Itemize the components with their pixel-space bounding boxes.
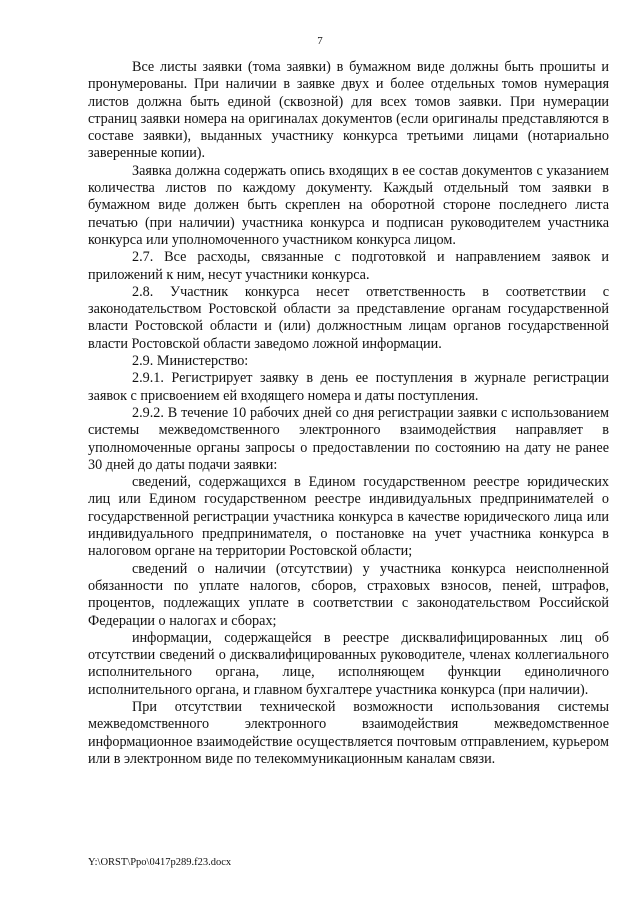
- paragraph-2-8: 2.8. Участник конкурса несет ответственность в соответствии с законодательством Ростовской области за представление органам государственной власти Ростовской области и (или) должностным лицам органов государственной власти Ростовской области заведомо ложной информации.: [88, 283, 609, 352]
- paragraph-egrul-info: сведений, содержащихся в Едином государственном реестре юридических лиц или Едином государственном реестре индивидуальных предпринимателей о государственной регистрации участника конкурса в качестве юридического лица или индивидуального предпринимателя, о постановке на учет участника конкурса в налоговом органе на территории Ростовской области;: [88, 474, 609, 560]
- paragraph-2-9-1: 2.9.1. Регистрирует заявку в день ее поступления в журнале регистрации заявок с присвоением ей входящего номера и даты поступления.: [88, 370, 609, 404]
- footer-file-path: Y:\ORST\Ppo\0417p289.f23.docx: [88, 857, 232, 868]
- paragraph-2-9-2: 2.9.2. В течение 10 рабочих дней со дня регистрации заявки с использованием системы межведомственного электронного взаимодействия направляет в уполномоченные органы запросы о предоставлении по состоянию на дату не ранее 30 дней до даты подачи заявки:: [88, 404, 609, 473]
- page-number: 7: [317, 35, 323, 47]
- paragraph-tax-info: сведений о наличии (отсутствии) у участника конкурса неисполненной обязанности по уплате налогов, сборов, страховых взносов, пеней, штрафов, процентов, подлежащих уплате в соответствии с законодательством Российской Федерации о налогах и сборах;: [88, 560, 609, 629]
- document-body: [88, 59, 609, 768]
- paragraph-disqualified-info: информации, содержащейся в реестре дисквалифицированных лиц об отсутствии сведений о дисквалифицированных руководителе, членах коллегиального исполнительного органа, лице, исполняющем функции единоличного исполнительного органа, и главном бухгалтере участника конкурса (при наличии).: [88, 629, 609, 698]
- paragraph-inventory-requirements: Заявка должна содержать опись входящих в ее состав документов с указанием количества листов по каждому документу. Каждый отдельный том заявки в бумажном виде должен быть скреплен на оборотной стороне последнего листа печатью (при наличии) участника конкурса и подписан руководителем участника конкурса или уполномоченного участником конкурса лицом.: [88, 162, 609, 248]
- paragraph-2-7: 2.7. Все расходы, связанные с подготовкой и направлением заявок и приложений к ним, несут участники конкурса.: [88, 249, 609, 283]
- paragraph-binding-requirements: Все листы заявки (тома заявки) в бумажном виде должны быть прошиты и пронумерованы. При наличии в заявке двух и более отдельных томов нумерация листов должна быть единой (сквозной) для всех томов заявки. При нумерации страниц заявки номера на оригиналах документов (если оригиналы представляются в составе заявки), выданных участнику конкурса третьими лицами (нотариально заверенные копии).: [88, 59, 609, 162]
- paragraph-no-technical-possibility: При отсутствии технической возможности использования системы межведомственного электронного взаимодействия межведомственное информационное взаимодействие осуществляется почтовым отправлением, курьером или в электронном виде по телекоммуникационным каналам связи.: [88, 698, 609, 767]
- paragraph-2-9: 2.9. Министерство:: [132, 353, 249, 370]
